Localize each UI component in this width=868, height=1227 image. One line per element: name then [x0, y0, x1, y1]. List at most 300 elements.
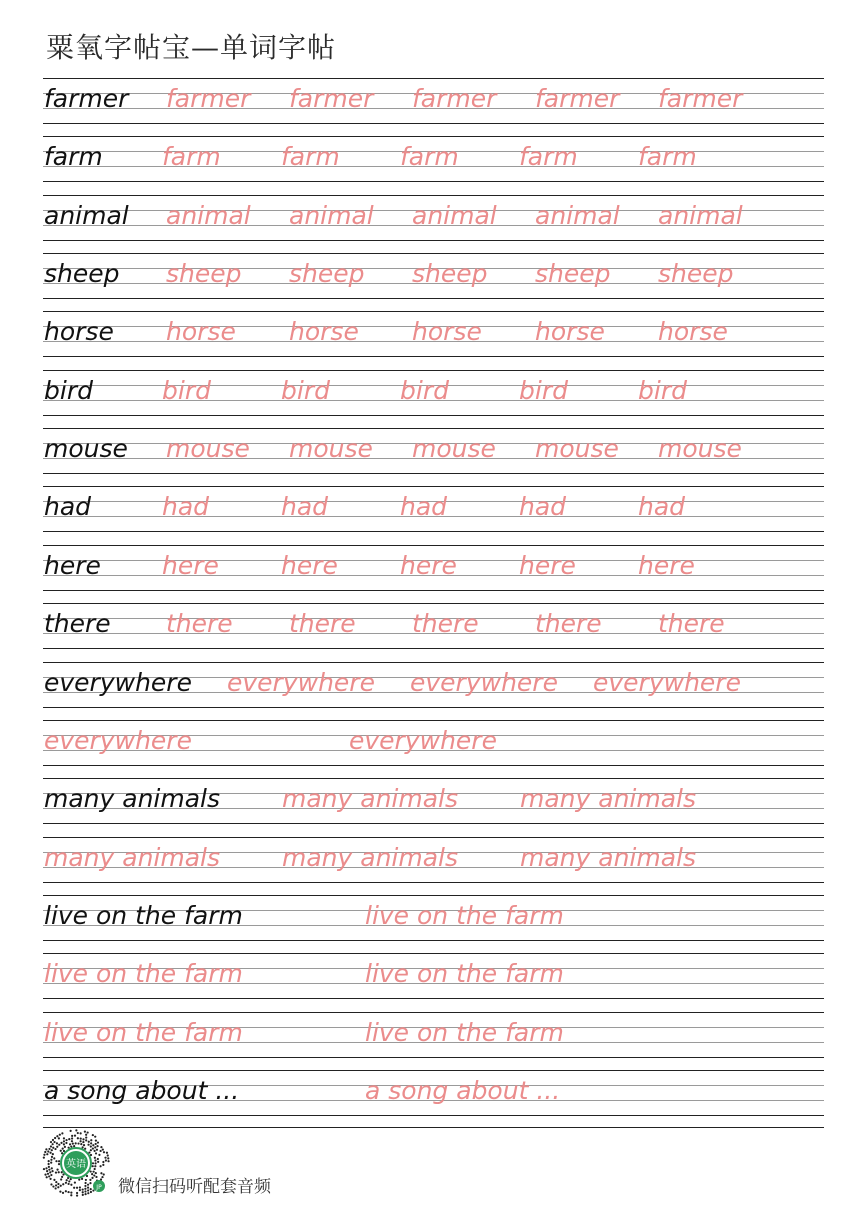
- trace-word: had: [638, 492, 686, 522]
- qr-dot: [51, 1156, 53, 1158]
- qr-dot: [50, 1159, 52, 1161]
- qr-dot: [107, 1157, 109, 1159]
- qr-dot: [60, 1142, 62, 1144]
- qr-corner-label: JP: [96, 1184, 102, 1191]
- qr-dot: [105, 1159, 107, 1161]
- qr-dot: [82, 1191, 84, 1193]
- writing-rule-top: [43, 428, 824, 429]
- qr-dot: [87, 1192, 89, 1194]
- writing-rule-end: [43, 1127, 824, 1128]
- trace-word: bird: [400, 375, 449, 405]
- qr-dot: [63, 1140, 65, 1142]
- qr-dot: [71, 1140, 73, 1142]
- writing-rule-bottom: [43, 882, 824, 883]
- qr-dot: [58, 1171, 60, 1173]
- qr-dot: [92, 1165, 94, 1167]
- qr-dot: [51, 1170, 53, 1172]
- qr-dot: [97, 1161, 99, 1163]
- qr-dot: [61, 1132, 63, 1134]
- model-word: a song about ...: [44, 1075, 240, 1105]
- trace-word: everywhere: [410, 667, 558, 697]
- qr-dot: [78, 1179, 80, 1181]
- qr-dot: [107, 1160, 109, 1162]
- qr-dot: [94, 1146, 96, 1148]
- writing-rule-bottom: [43, 473, 824, 474]
- qr-dot: [95, 1176, 97, 1178]
- writing-rule-bottom: [43, 298, 824, 299]
- qr-dot: [55, 1181, 57, 1183]
- model-word: there: [44, 609, 111, 639]
- qr-dot: [75, 1129, 77, 1131]
- qr-dot: [62, 1148, 64, 1150]
- trace-word: live on the farm: [365, 959, 564, 989]
- qr-dot: [63, 1143, 65, 1145]
- qr-dot: [57, 1186, 59, 1188]
- trace-word: everywhere: [44, 725, 192, 755]
- writing-rule-bottom: [43, 531, 824, 532]
- writing-rule-top: [43, 1012, 824, 1013]
- trace-word: sheep: [166, 259, 242, 289]
- qr-dot: [80, 1143, 82, 1145]
- trace-word: here: [162, 550, 219, 580]
- qr-dot: [92, 1171, 94, 1173]
- qr-dot: [97, 1158, 99, 1160]
- trace-word: farmer: [166, 84, 251, 113]
- trace-word: a song about ...: [365, 1075, 561, 1105]
- trace-word: farmer: [535, 84, 620, 113]
- qr-dot: [103, 1173, 105, 1175]
- trace-word: sheep: [412, 259, 488, 289]
- qr-dot: [80, 1138, 82, 1140]
- qr-dot: [99, 1165, 101, 1167]
- qr-dot: [77, 1142, 79, 1144]
- trace-word: animal: [289, 200, 374, 230]
- qr-dot: [44, 1151, 46, 1153]
- trace-word: animal: [166, 200, 251, 230]
- qr-dot: [85, 1179, 87, 1181]
- qr-dot: [100, 1172, 102, 1174]
- qr-dot: [89, 1182, 91, 1184]
- qr-dot: [102, 1161, 104, 1163]
- qr-dot: [47, 1173, 49, 1175]
- model-word: animal: [44, 200, 129, 230]
- trace-word: live on the farm: [365, 1017, 564, 1047]
- trace-word: farm: [162, 142, 221, 172]
- qr-dot: [53, 1179, 55, 1181]
- qr-dot: [94, 1150, 96, 1152]
- writing-rule-top: [43, 603, 824, 604]
- qr-dot: [56, 1169, 58, 1171]
- writing-rule-bottom: [43, 240, 824, 241]
- qr-dot: [57, 1183, 59, 1185]
- qr-dot: [100, 1146, 102, 1148]
- trace-word: mouse: [658, 434, 742, 464]
- qr-dot: [52, 1139, 54, 1141]
- trace-word: had: [162, 492, 210, 522]
- qr-dot: [73, 1187, 75, 1189]
- qr-dot: [85, 1134, 87, 1136]
- qr-dot: [76, 1192, 78, 1194]
- trace-word: horse: [535, 317, 605, 347]
- qr-dot: [102, 1164, 104, 1166]
- qr-dot: [95, 1152, 97, 1154]
- model-word: had: [44, 492, 92, 522]
- qr-dot: [68, 1183, 70, 1185]
- qr-badge-label: 英语: [66, 1159, 86, 1170]
- qr-dot: [60, 1150, 62, 1152]
- qr-dot: [48, 1169, 50, 1171]
- trace-word: animal: [412, 200, 497, 230]
- trace-word: here: [519, 550, 576, 580]
- writing-rule-top: [43, 778, 824, 779]
- qr-dot: [58, 1160, 60, 1162]
- page-title: 粟氧字帖宝—单词字帖: [46, 31, 337, 64]
- qr-dot: [52, 1185, 54, 1187]
- qr-dot: [70, 1184, 72, 1186]
- qr-dot: [91, 1173, 93, 1175]
- qr-dot: [84, 1193, 86, 1195]
- qr-dot: [63, 1137, 65, 1139]
- qr-dot: [51, 1167, 53, 1169]
- qr-dot: [55, 1187, 57, 1189]
- qr-dot: [53, 1157, 55, 1159]
- qr-dot: [75, 1142, 77, 1144]
- qr-dot: [47, 1150, 49, 1152]
- writing-rule-bottom: [43, 181, 824, 182]
- qr-dot: [64, 1146, 66, 1148]
- writing-rule-top: [43, 370, 824, 371]
- qr-dot: [50, 1145, 52, 1147]
- trace-word: there: [658, 609, 725, 639]
- qr-dot: [87, 1189, 89, 1191]
- trace-word: there: [535, 609, 602, 639]
- model-word: here: [44, 550, 101, 580]
- trace-word: sheep: [658, 259, 734, 289]
- qr-dot: [55, 1184, 57, 1186]
- qr-dot: [61, 1176, 63, 1178]
- qr-dot: [95, 1162, 97, 1164]
- qr-dot: [46, 1153, 48, 1155]
- writing-rule-bottom: [43, 1057, 824, 1058]
- qr-dot: [50, 1141, 52, 1143]
- qr-dot: [95, 1139, 97, 1141]
- qr-dot: [101, 1176, 103, 1178]
- qr-dot: [71, 1135, 73, 1137]
- writing-rule-top: [43, 837, 824, 838]
- writing-rule-top: [43, 136, 824, 137]
- qr-dot: [90, 1191, 92, 1193]
- qr-dot: [98, 1154, 100, 1156]
- qr-dot: [102, 1148, 104, 1150]
- qr-dot: [62, 1183, 64, 1185]
- qr-dot: [70, 1194, 72, 1196]
- trace-word: bird: [519, 375, 568, 405]
- qr-dot: [48, 1166, 50, 1168]
- qr-dot: [59, 1191, 61, 1193]
- qr-dot: [65, 1190, 67, 1192]
- qr-dot: [58, 1137, 60, 1139]
- qr-dot: [90, 1139, 92, 1141]
- writing-rule-top: [43, 545, 824, 546]
- trace-word: sheep: [535, 259, 611, 289]
- qr-dot: [60, 1185, 62, 1187]
- qr-dot: [89, 1179, 91, 1181]
- model-word: many animals: [44, 784, 221, 814]
- model-word: live on the farm: [44, 900, 243, 930]
- trace-word: there: [412, 609, 479, 639]
- qr-dot: [82, 1138, 84, 1140]
- trace-word: had: [400, 492, 448, 522]
- writing-rule-bottom: [43, 123, 824, 124]
- writing-rule-top: [43, 895, 824, 896]
- qr-dot: [56, 1135, 58, 1137]
- qr-dot: [92, 1162, 94, 1164]
- qr-dot: [50, 1174, 52, 1176]
- qr-dot: [70, 1146, 72, 1148]
- qr-dot: [85, 1136, 87, 1138]
- qr-dot: [73, 1145, 75, 1147]
- trace-word: many animals: [282, 784, 459, 814]
- qr-dot: [43, 1168, 45, 1170]
- writing-rule-bottom: [43, 765, 824, 766]
- trace-word: animal: [535, 200, 620, 230]
- qr-dot: [48, 1160, 50, 1162]
- qr-code-icon: [40, 1127, 112, 1199]
- writing-rule-top: [43, 662, 824, 663]
- qr-dot: [45, 1167, 47, 1169]
- writing-rule-bottom: [43, 823, 824, 824]
- trace-word: everywhere: [593, 667, 741, 697]
- qr-dot: [72, 1143, 74, 1145]
- qr-dot: [62, 1192, 64, 1194]
- trace-word: farm: [400, 142, 459, 172]
- qr-dot: [43, 1157, 45, 1159]
- qr-dot: [58, 1144, 60, 1146]
- qr-dot: [70, 1130, 72, 1132]
- qr-dot: [56, 1146, 58, 1148]
- trace-word: mouse: [535, 434, 619, 464]
- qr-dot: [43, 1154, 45, 1156]
- trace-word: animal: [658, 200, 743, 230]
- qr-dot: [84, 1185, 86, 1187]
- qr-dot: [69, 1143, 71, 1145]
- writing-rule-top: [43, 311, 824, 312]
- qr-dot: [90, 1188, 92, 1190]
- model-word: farm: [44, 142, 103, 172]
- qr-dot: [94, 1168, 96, 1170]
- qr-dot: [70, 1178, 72, 1180]
- writing-rule-bottom: [43, 648, 824, 649]
- qr-dot: [106, 1152, 108, 1154]
- trace-word: many animals: [282, 842, 459, 872]
- footer-caption: 微信扫码听配套音频: [118, 1177, 271, 1197]
- qr-dot: [82, 1194, 84, 1196]
- qr-dot: [53, 1141, 55, 1143]
- qr-dot: [50, 1183, 52, 1185]
- model-word: sheep: [44, 259, 120, 289]
- writing-rule-bottom: [43, 707, 824, 708]
- qr-dot: [92, 1144, 94, 1146]
- trace-word: bird: [638, 375, 687, 405]
- trace-word: mouse: [289, 434, 373, 464]
- qr-dot: [94, 1165, 96, 1167]
- qr-dot: [87, 1131, 89, 1133]
- trace-word: there: [166, 609, 233, 639]
- trace-word: live on the farm: [44, 1017, 243, 1047]
- qr-dot: [87, 1184, 89, 1186]
- qr-dot: [91, 1177, 93, 1179]
- qr-dot: [84, 1182, 86, 1184]
- writing-rule-bottom: [43, 415, 824, 416]
- qr-dot: [90, 1145, 92, 1147]
- qr-dot: [92, 1134, 94, 1136]
- qr-dot: [50, 1162, 52, 1164]
- writing-rule-top: [43, 1070, 824, 1071]
- qr-dot: [79, 1186, 81, 1188]
- qr-dot: [88, 1141, 90, 1143]
- qr-dot: [49, 1178, 51, 1180]
- trace-word: bird: [281, 375, 330, 405]
- qr-dot: [87, 1144, 89, 1146]
- trace-word: farmer: [658, 84, 743, 113]
- qr-dot: [92, 1147, 94, 1149]
- trace-word: had: [519, 492, 567, 522]
- trace-word: many animals: [520, 784, 697, 814]
- qr-dot: [74, 1181, 76, 1183]
- qr-dot: [65, 1182, 67, 1184]
- qr-dot: [84, 1131, 86, 1133]
- trace-word: sheep: [289, 259, 365, 289]
- qr-dot: [52, 1143, 54, 1145]
- qr-dot: [58, 1163, 60, 1165]
- qr-dot: [96, 1145, 98, 1147]
- trace-word: horse: [166, 317, 236, 347]
- qr-dot: [80, 1140, 82, 1142]
- qr-dot: [60, 1178, 62, 1180]
- qr-dot: [65, 1142, 67, 1144]
- writing-rule-bottom: [43, 590, 824, 591]
- qr-dot: [59, 1134, 61, 1136]
- qr-dot: [49, 1171, 51, 1173]
- writing-rule-bottom: [43, 1115, 824, 1116]
- qr-dot: [90, 1142, 92, 1144]
- qr-dot: [48, 1163, 50, 1165]
- trace-word: bird: [162, 375, 211, 405]
- qr-dot: [65, 1139, 67, 1141]
- trace-word: live on the farm: [44, 959, 243, 989]
- qr-dot: [51, 1149, 53, 1151]
- qr-dot: [55, 1171, 57, 1173]
- model-word: farmer: [44, 84, 129, 113]
- qr-dot: [49, 1152, 51, 1154]
- trace-word: farm: [638, 142, 697, 172]
- qr-dot: [85, 1139, 87, 1141]
- qr-dot: [48, 1175, 50, 1177]
- writing-rule-top: [43, 953, 824, 954]
- trace-word: live on the farm: [365, 900, 564, 930]
- qr-dot: [100, 1150, 102, 1152]
- qr-dot: [104, 1157, 106, 1159]
- qr-dot: [94, 1157, 96, 1159]
- writing-rule-top: [43, 486, 824, 487]
- qr-dot: [56, 1142, 58, 1144]
- trace-word: many animals: [520, 842, 697, 872]
- qr-dot: [94, 1159, 96, 1161]
- trace-word: here: [400, 550, 457, 580]
- writing-rule-top: [43, 78, 824, 79]
- trace-word: farmer: [289, 84, 374, 113]
- qr-dot: [107, 1154, 109, 1156]
- trace-word: horse: [289, 317, 359, 347]
- trace-word: horse: [412, 317, 482, 347]
- trace-word: everywhere: [349, 725, 497, 755]
- trace-word: here: [281, 550, 338, 580]
- qr-dot: [94, 1136, 96, 1138]
- qr-dot: [80, 1132, 82, 1134]
- trace-word: horse: [658, 317, 728, 347]
- qr-dot: [84, 1188, 86, 1190]
- trace-word: many animals: [44, 842, 221, 872]
- writing-rule-bottom: [43, 940, 824, 941]
- qr-dot: [81, 1178, 83, 1180]
- writing-rule-bottom: [43, 998, 824, 999]
- qr-dot: [79, 1189, 81, 1191]
- model-word: everywhere: [44, 667, 192, 697]
- qr-dot: [46, 1170, 48, 1172]
- trace-word: everywhere: [227, 667, 375, 697]
- qr-dot: [77, 1137, 79, 1139]
- qr-dot: [71, 1137, 73, 1139]
- qr-dot: [95, 1172, 97, 1174]
- writing-rule-top: [43, 253, 824, 254]
- qr-dot: [76, 1194, 78, 1196]
- qr-dot: [46, 1176, 48, 1178]
- qr-dot: [87, 1187, 89, 1189]
- qr-dot: [44, 1174, 46, 1176]
- trace-word: here: [638, 550, 695, 580]
- qr-dot: [74, 1135, 76, 1137]
- qr-dot: [45, 1148, 47, 1150]
- trace-word: there: [289, 609, 356, 639]
- writing-rule-top: [43, 195, 824, 196]
- qr-dot: [96, 1149, 98, 1151]
- writing-rule-top: [43, 720, 824, 721]
- qr-dot: [97, 1141, 99, 1143]
- writing-rule-bottom: [43, 356, 824, 357]
- qr-dot: [67, 1191, 69, 1193]
- qr-dot: [55, 1160, 57, 1162]
- qr-dot: [84, 1190, 86, 1192]
- qr-dot: [77, 1132, 79, 1134]
- qr-dot: [68, 1180, 70, 1182]
- qr-dot: [52, 1147, 54, 1149]
- trace-word: mouse: [166, 434, 250, 464]
- trace-word: mouse: [412, 434, 496, 464]
- trace-word: farmer: [412, 84, 497, 113]
- qr-dot: [92, 1189, 94, 1191]
- model-word: horse: [44, 317, 114, 347]
- model-word: mouse: [44, 434, 128, 464]
- qr-dot: [103, 1151, 105, 1153]
- qr-dot: [83, 1144, 85, 1146]
- qr-dot: [76, 1187, 78, 1189]
- trace-word: had: [281, 492, 329, 522]
- qr-dot: [95, 1143, 97, 1145]
- qr-dot: [68, 1138, 70, 1140]
- model-word: bird: [44, 375, 93, 405]
- qr-dot: [52, 1153, 54, 1155]
- qr-dot: [93, 1174, 95, 1176]
